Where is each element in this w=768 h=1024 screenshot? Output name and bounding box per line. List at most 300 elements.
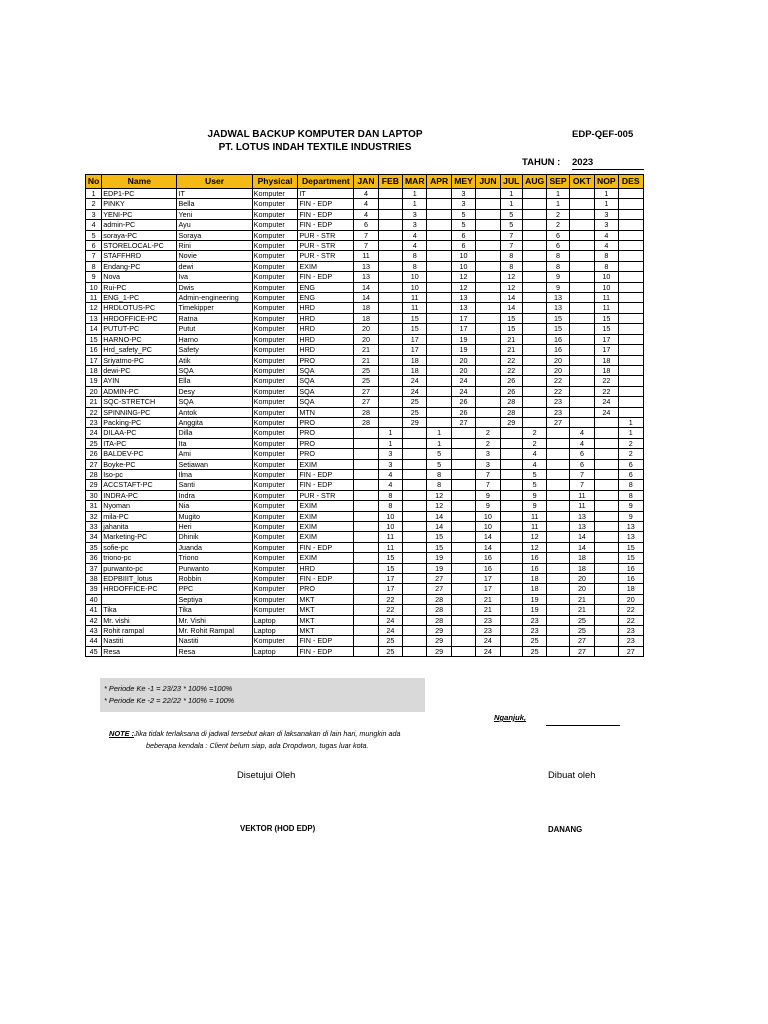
table-row — [86, 636, 644, 646]
row-number-cell: 11 — [86, 293, 102, 303]
schedule-cell — [354, 522, 378, 532]
schedule-cell: 17 — [451, 313, 475, 323]
info-cell: Iva — [177, 272, 252, 282]
schedule-cell — [595, 605, 618, 615]
info-cell: Ayu — [177, 220, 252, 230]
schedule-cell — [476, 365, 500, 375]
schedule-cell: 1 — [618, 417, 643, 427]
info-cell: HRDLOTUS-PC — [102, 303, 177, 313]
made-by-label: Dibuat oleh — [548, 769, 596, 780]
schedule-cell — [354, 480, 378, 490]
schedule-cell: 21 — [500, 345, 522, 355]
info-cell: Dhinik — [177, 532, 252, 542]
schedule-cell: 8 — [595, 261, 618, 271]
schedule-cell: 17 — [403, 334, 427, 344]
schedule-cell — [595, 584, 618, 594]
schedule-cell: 3 — [378, 459, 402, 469]
info-cell: PRO — [298, 438, 354, 448]
schedule-cell — [547, 532, 569, 542]
row-number-cell: 15 — [86, 334, 102, 344]
schedule-cell: 20 — [354, 324, 378, 334]
schedule-cell — [618, 313, 643, 323]
schedule-cell — [378, 355, 402, 365]
row-number-cell: 25 — [86, 438, 102, 448]
column-header: Department — [298, 175, 354, 189]
column-header: FEB — [378, 175, 402, 189]
schedule-cell: 25 — [354, 376, 378, 386]
schedule-cell: 4 — [403, 230, 427, 240]
schedule-cell: 12 — [500, 272, 522, 282]
table-row — [86, 220, 644, 230]
schedule-cell — [547, 605, 569, 615]
schedule-cell — [378, 376, 402, 386]
info-cell: Iso-pc — [102, 469, 177, 479]
schedule-cell — [427, 220, 451, 230]
schedule-cell: 23 — [547, 397, 569, 407]
schedule-cell — [476, 376, 500, 386]
info-cell: FIN - EDP — [298, 469, 354, 479]
info-cell: Ami — [177, 449, 252, 459]
row-number-cell: 3 — [86, 209, 102, 219]
schedule-cell: 10 — [403, 282, 427, 292]
schedule-cell: 4 — [595, 230, 618, 240]
column-header: OKT — [569, 175, 594, 189]
place-label: Nganjuk, — [494, 713, 527, 722]
info-cell: Anggita — [177, 417, 252, 427]
schedule-cell — [403, 449, 427, 459]
schedule-cell — [354, 646, 378, 656]
note-text-line2: beberapa kendala : Client belum siap, ada Dropdwon, tugas luar kota. — [146, 741, 369, 750]
info-cell: ENG — [298, 282, 354, 292]
row-number-cell: 35 — [86, 542, 102, 552]
schedule-cell — [595, 615, 618, 625]
schedule-cell — [500, 626, 522, 636]
schedule-cell: 28 — [427, 605, 451, 615]
schedule-cell — [378, 407, 402, 417]
note-text-line1: Jika tidak terlaksana di jadwal tersebut akan di laksanakan di lain hari, mungkin ada — [134, 729, 401, 738]
schedule-cell: 28 — [427, 615, 451, 625]
schedule-cell: 13 — [451, 303, 475, 313]
table-row — [86, 501, 644, 511]
schedule-cell: 8 — [403, 251, 427, 261]
schedule-cell: 10 — [595, 272, 618, 282]
schedule-cell — [451, 626, 475, 636]
table-row — [86, 646, 644, 656]
schedule-cell — [354, 563, 378, 573]
schedule-cell — [547, 594, 569, 604]
info-cell: Komputer — [252, 386, 298, 396]
info-cell: Komputer — [252, 417, 298, 427]
schedule-cell — [476, 334, 500, 344]
schedule-cell — [403, 636, 427, 646]
schedule-cell — [522, 397, 546, 407]
schedule-cell: 2 — [547, 209, 569, 219]
maker-name: DANANG — [548, 825, 583, 834]
year-value: 2023 — [572, 157, 644, 170]
schedule-cell: 28 — [500, 407, 522, 417]
schedule-cell: 9 — [476, 490, 500, 500]
info-cell: INDRA-PC — [102, 490, 177, 500]
schedule-cell — [378, 397, 402, 407]
schedule-cell: 17 — [378, 584, 402, 594]
schedule-cell — [403, 542, 427, 552]
schedule-cell — [451, 459, 475, 469]
row-number-cell: 8 — [86, 261, 102, 271]
info-cell: Komputer — [252, 199, 298, 209]
row-number-cell: 29 — [86, 480, 102, 490]
schedule-cell: 14 — [500, 303, 522, 313]
info-cell: Heri — [177, 522, 252, 532]
schedule-cell: 15 — [595, 324, 618, 334]
schedule-cell — [476, 230, 500, 240]
schedule-cell — [378, 272, 402, 282]
row-number-cell: 43 — [86, 626, 102, 636]
info-cell: HRD — [298, 563, 354, 573]
schedule-cell — [522, 345, 546, 355]
schedule-cell: 18 — [403, 355, 427, 365]
schedule-cell — [451, 605, 475, 615]
schedule-cell — [569, 365, 594, 375]
schedule-cell: 13 — [451, 293, 475, 303]
info-cell: Komputer — [252, 469, 298, 479]
schedule-cell — [618, 209, 643, 219]
table-row — [86, 417, 644, 427]
table-row — [86, 199, 644, 209]
schedule-cell: 16 — [618, 563, 643, 573]
schedule-cell: 29 — [403, 417, 427, 427]
schedule-cell: 3 — [476, 459, 500, 469]
schedule-cell — [427, 345, 451, 355]
schedule-cell: 14 — [476, 532, 500, 542]
schedule-cell: 13 — [354, 272, 378, 282]
schedule-cell — [427, 417, 451, 427]
schedule-cell — [451, 646, 475, 656]
schedule-cell: 8 — [595, 251, 618, 261]
schedule-cell — [378, 251, 402, 261]
row-number-cell: 17 — [86, 355, 102, 365]
row-number-cell: 16 — [86, 345, 102, 355]
schedule-cell: 11 — [522, 522, 546, 532]
info-cell: FIN - EDP — [298, 480, 354, 490]
schedule-cell — [500, 646, 522, 656]
schedule-cell: 24 — [476, 636, 500, 646]
schedule-cell — [547, 636, 569, 646]
schedule-cell — [618, 293, 643, 303]
info-cell: FIN - EDP — [298, 574, 354, 584]
schedule-cell — [547, 553, 569, 563]
schedule-cell — [618, 303, 643, 313]
schedule-cell — [476, 303, 500, 313]
schedule-cell — [476, 397, 500, 407]
info-cell: Komputer — [252, 584, 298, 594]
schedule-cell: 15 — [595, 313, 618, 323]
company-name: PT. LOTUS INDAH TEXTILE INDUSTRIES — [218, 142, 412, 153]
row-number-cell: 26 — [86, 449, 102, 459]
schedule-cell — [451, 490, 475, 500]
row-number-cell: 22 — [86, 407, 102, 417]
info-cell: Safety — [177, 345, 252, 355]
row-number-cell: 34 — [86, 532, 102, 542]
schedule-cell: 11 — [595, 293, 618, 303]
info-cell: HRD — [298, 303, 354, 313]
schedule-cell — [522, 261, 546, 271]
table-row — [86, 209, 644, 219]
info-cell: Antok — [177, 407, 252, 417]
schedule-cell — [403, 469, 427, 479]
schedule-cell — [354, 501, 378, 511]
table-row — [86, 522, 644, 532]
schedule-cell: 20 — [569, 584, 594, 594]
info-cell: EDPBIIIT_lotus — [102, 574, 177, 584]
schedule-cell — [569, 241, 594, 251]
schedule-cell — [500, 605, 522, 615]
schedule-cell — [595, 438, 618, 448]
table-row — [86, 293, 644, 303]
schedule-cell: 20 — [569, 574, 594, 584]
schedule-cell — [451, 438, 475, 448]
schedule-cell: 6 — [618, 459, 643, 469]
info-cell: Komputer — [252, 261, 298, 271]
info-cell: MKT — [298, 605, 354, 615]
schedule-cell: 8 — [500, 261, 522, 271]
schedule-cell — [354, 438, 378, 448]
info-cell: PRO — [298, 428, 354, 438]
schedule-cell — [476, 345, 500, 355]
schedule-cell: 18 — [522, 574, 546, 584]
schedule-cell — [500, 501, 522, 511]
table-row — [86, 542, 644, 552]
info-cell: MKT — [298, 615, 354, 625]
schedule-cell: 11 — [569, 501, 594, 511]
schedule-cell: 8 — [427, 469, 451, 479]
schedule-cell — [427, 355, 451, 365]
schedule-cell — [595, 449, 618, 459]
schedule-cell: 16 — [618, 574, 643, 584]
schedule-cell: 5 — [500, 209, 522, 219]
info-cell: HRD — [298, 345, 354, 355]
info-cell: Rui-PC — [102, 282, 177, 292]
info-cell: MKT — [298, 594, 354, 604]
schedule-cell: 7 — [476, 469, 500, 479]
schedule-cell — [618, 365, 643, 375]
schedule-cell: 8 — [403, 261, 427, 271]
schedule-cell: 24 — [595, 397, 618, 407]
info-cell: EXIM — [298, 501, 354, 511]
schedule-cell — [451, 501, 475, 511]
schedule-cell — [354, 626, 378, 636]
schedule-cell — [618, 334, 643, 344]
schedule-cell — [378, 386, 402, 396]
info-cell: Septiya — [177, 594, 252, 604]
schedule-cell — [522, 272, 546, 282]
schedule-cell — [403, 626, 427, 636]
info-cell: Komputer — [252, 636, 298, 646]
schedule-cell — [354, 553, 378, 563]
schedule-cell — [354, 542, 378, 552]
schedule-cell — [476, 282, 500, 292]
document-code: EDP-QEF-005 — [572, 129, 634, 140]
schedule-cell — [354, 574, 378, 584]
schedule-cell — [569, 324, 594, 334]
schedule-cell — [595, 428, 618, 438]
table-row — [86, 397, 644, 407]
schedule-cell: 9 — [547, 282, 569, 292]
schedule-cell: 18 — [354, 313, 378, 323]
info-cell: Packing-PC — [102, 417, 177, 427]
schedule-cell — [500, 428, 522, 438]
schedule-cell: 17 — [476, 584, 500, 594]
note-label: NOTE : — [109, 729, 135, 738]
info-cell: Nyoman — [102, 501, 177, 511]
schedule-cell — [500, 511, 522, 521]
schedule-cell: 15 — [500, 313, 522, 323]
info-cell: Komputer — [252, 230, 298, 240]
schedule-cell — [403, 459, 427, 469]
info-cell: Purwanto — [177, 563, 252, 573]
info-cell: Resa — [177, 646, 252, 656]
schedule-cell: 22 — [595, 376, 618, 386]
schedule-cell: 2 — [522, 438, 546, 448]
info-cell: Rini — [177, 241, 252, 251]
schedule-cell: 24 — [378, 615, 402, 625]
column-header: Physical — [252, 175, 298, 189]
info-cell: Komputer — [252, 605, 298, 615]
schedule-cell: 27 — [427, 574, 451, 584]
schedule-cell: 6 — [569, 449, 594, 459]
schedule-cell: 3 — [476, 449, 500, 459]
info-cell: PRO — [298, 584, 354, 594]
info-cell: Nastiti — [102, 636, 177, 646]
info-cell: Komputer — [252, 563, 298, 573]
info-cell: Laptop — [252, 615, 298, 625]
schedule-cell: 27 — [569, 636, 594, 646]
schedule-cell: 14 — [569, 532, 594, 542]
schedule-cell: 25 — [378, 646, 402, 656]
info-cell: FIN - EDP — [298, 220, 354, 230]
schedule-cell — [547, 469, 569, 479]
info-cell: MKT — [298, 626, 354, 636]
column-header: SEP — [547, 175, 569, 189]
schedule-cell: 5 — [427, 449, 451, 459]
info-cell: Komputer — [252, 428, 298, 438]
schedule-cell — [595, 480, 618, 490]
info-cell: Putut — [177, 324, 252, 334]
schedule-cell: 27 — [354, 397, 378, 407]
schedule-cell: 20 — [618, 594, 643, 604]
schedule-cell: 24 — [451, 376, 475, 386]
schedule-cell — [522, 293, 546, 303]
schedule-cell — [451, 480, 475, 490]
info-cell: SQC-STRETCH — [102, 397, 177, 407]
schedule-cell: 21 — [476, 594, 500, 604]
column-header: User — [177, 175, 252, 189]
table-row — [86, 324, 644, 334]
schedule-cell: 27 — [354, 386, 378, 396]
info-cell: HARNO-PC — [102, 334, 177, 344]
schedule-cell: 9 — [618, 511, 643, 521]
schedule-cell: 10 — [378, 522, 402, 532]
schedule-cell — [595, 646, 618, 656]
schedule-cell: 21 — [354, 355, 378, 365]
schedule-cell: 13 — [547, 303, 569, 313]
schedule-cell — [618, 220, 643, 230]
info-cell: Komputer — [252, 501, 298, 511]
schedule-cell — [451, 428, 475, 438]
table-row — [86, 261, 644, 271]
row-number-cell: 37 — [86, 563, 102, 573]
schedule-cell — [427, 407, 451, 417]
info-cell: Komputer — [252, 365, 298, 375]
schedule-cell — [547, 574, 569, 584]
schedule-cell: 27 — [547, 417, 569, 427]
schedule-cell — [500, 480, 522, 490]
schedule-cell — [403, 605, 427, 615]
schedule-cell — [569, 282, 594, 292]
schedule-cell: 29 — [427, 626, 451, 636]
info-cell: triono-pc — [102, 553, 177, 563]
info-cell: SQA — [298, 397, 354, 407]
schedule-cell: 23 — [476, 615, 500, 625]
schedule-cell: 14 — [427, 522, 451, 532]
schedule-cell: 20 — [354, 334, 378, 344]
schedule-cell — [427, 189, 451, 199]
schedule-cell: 8 — [547, 261, 569, 271]
schedule-cell: 26 — [500, 386, 522, 396]
schedule-cell — [522, 313, 546, 323]
schedule-cell: 18 — [354, 303, 378, 313]
info-cell: sofie-pc — [102, 542, 177, 552]
schedule-cell: 19 — [427, 553, 451, 563]
schedule-cell — [427, 386, 451, 396]
period-2-summary: * Periode Ke -2 = 22/22 * 100% = 100% — [104, 696, 235, 705]
schedule-cell — [569, 199, 594, 209]
info-cell: EXIM — [298, 553, 354, 563]
schedule-cell — [403, 574, 427, 584]
schedule-cell — [500, 469, 522, 479]
info-cell: Komputer — [252, 313, 298, 323]
schedule-cell — [522, 365, 546, 375]
column-header: MAR — [403, 175, 427, 189]
info-cell: Nastiti — [177, 636, 252, 646]
info-cell: soraya-PC — [102, 230, 177, 240]
row-number-cell: 41 — [86, 605, 102, 615]
schedule-cell: 1 — [403, 189, 427, 199]
schedule-cell — [522, 355, 546, 365]
schedule-cell: 17 — [451, 324, 475, 334]
schedule-cell — [451, 594, 475, 604]
schedule-cell: 22 — [378, 605, 402, 615]
schedule-cell: 8 — [500, 251, 522, 261]
schedule-cell — [378, 209, 402, 219]
table-row — [86, 511, 644, 521]
schedule-cell: 5 — [522, 469, 546, 479]
row-number-cell: 28 — [86, 469, 102, 479]
schedule-cell — [595, 542, 618, 552]
schedule-cell: 24 — [378, 626, 402, 636]
schedule-cell: 6 — [569, 459, 594, 469]
schedule-cell: 1 — [403, 199, 427, 209]
info-cell: Ilma — [177, 469, 252, 479]
schedule-cell — [547, 646, 569, 656]
schedule-cell: 7 — [500, 230, 522, 240]
table-row — [86, 282, 644, 292]
schedule-cell — [569, 355, 594, 365]
column-header: JUL — [500, 175, 522, 189]
schedule-cell — [476, 261, 500, 271]
row-number-cell: 45 — [86, 646, 102, 656]
schedule-cell: 13 — [569, 511, 594, 521]
schedule-cell: 5 — [500, 220, 522, 230]
